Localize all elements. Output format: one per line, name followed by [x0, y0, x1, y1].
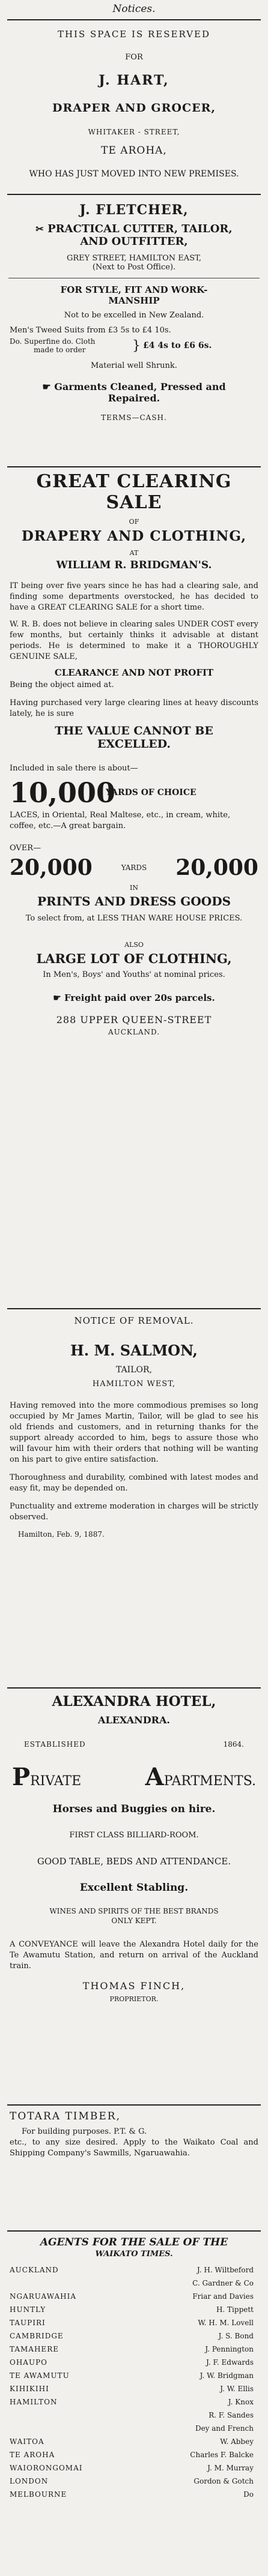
totara-advert: [0, 2110, 268, 2230]
bridgman-para-2: W. R. B. does not believe in clearing sales UNDER COST every few months, but certainly thinks it advisable at distant periods. He is determined to make it a THOROUGHLY GENUINE SALE,: [10, 620, 258, 661]
agent-name: J. Pennington: [205, 2345, 254, 2353]
alexandra-wines-1: WINES AND SPIRITS OF THE BEST BRANDS: [49, 1907, 219, 1915]
alexandra-private-text: RIVATE: [30, 1774, 82, 1789]
fletcher-name: J. FLETCHER,: [79, 202, 189, 218]
agent-town: HUNTLY: [10, 2305, 46, 2314]
fletcher-address-2: (Next to Post Office).: [92, 263, 176, 272]
bridgman-large: LARGE LOT OF CLOTHING,: [36, 951, 232, 966]
salmon-advert: [0, 1315, 268, 1687]
bridgman-yards-2: YARDS: [121, 863, 147, 872]
alexandra-apartments-text: PARTMENTS.: [163, 1774, 256, 1789]
fletcher-garments-1: [0, 381, 268, 392]
agent-row: [0, 2461, 268, 2475]
bridgman-address: 288 UPPER QUEEN-STREET: [56, 1014, 212, 1025]
agent-town: AUCKLAND: [10, 2266, 59, 2274]
bridgman-in: IN: [130, 884, 138, 892]
agent-town: TAMAHERE: [10, 2345, 59, 2353]
agent-row: [0, 2356, 268, 2369]
alexandra-est-label: ESTABLISHED: [24, 1740, 86, 1749]
salmon-town: HAMILTON WEST,: [92, 1380, 176, 1389]
agent-name: R. F. Sandes: [209, 2411, 254, 2419]
fletcher-trade-2: AND OUTFITTER,: [80, 235, 188, 248]
agent-name: J. Knox: [228, 2398, 254, 2406]
section-header: Notices.: [112, 3, 156, 15]
agent-row: [0, 2369, 268, 2382]
bridgman-title-3: DRAPERY AND CLOTHING,: [21, 528, 247, 544]
agent-name: J. M. Murray: [207, 2464, 254, 2472]
divider: [7, 1308, 261, 1309]
agent-name: J. S. Bond: [218, 2332, 254, 2340]
agent-row: [0, 2422, 268, 2435]
agent-town: HAMILTON: [10, 2398, 58, 2406]
alexandra-private: PRIVATE: [12, 1763, 82, 1791]
totara-title: TOTARA TIMBER,: [10, 2110, 121, 2122]
bridgman-title-1: GREAT CLEARING: [36, 471, 232, 492]
bridgman-yards-1: YARDS OF CHOICE: [106, 788, 196, 797]
bridgman-para-3: Having purchased very large clearing lines at heavy discounts lately, he is sure: [10, 698, 258, 718]
agent-row: [0, 2303, 268, 2316]
alexandra-conveyance: A CONVEYANCE will leave the Alexandra Hotel daily for the Te Awamutu Station, and return on arrival of the Auckland train.: [10, 1940, 258, 1971]
bridgman-freight: [0, 992, 268, 1003]
agent-name: W. H. M. Lovell: [198, 2319, 254, 2327]
salmon-date: Hamilton, Feb. 9, 1887.: [18, 1530, 105, 1539]
fletcher-suits-2c: £4 4s to £6 6s.: [143, 341, 212, 350]
agent-row: [0, 2316, 268, 2329]
divider: [7, 19, 261, 20]
bridgman-clearance: CLEARANCE AND NOT PROFIT: [54, 667, 214, 678]
alexandra-table: GOOD TABLE, BEDS AND ATTENDANCE.: [37, 1856, 231, 1867]
fletcher-garments-text: Garments Cleaned, Pressed and: [54, 381, 226, 392]
agent-row: [0, 2263, 268, 2277]
alexandra-wines-2: ONLY KEPT.: [111, 1917, 157, 1925]
fletcher-garments-2: Repaired.: [108, 392, 160, 404]
alexandra-prop: PROPRIETOR.: [109, 1995, 159, 2003]
alexandra-advert: [0, 1693, 268, 2104]
agent-town: TE AWAMUTU: [10, 2371, 70, 2380]
agent-name: J. F. Edwards: [206, 2358, 254, 2367]
agent-row: [0, 2448, 268, 2461]
pointing-hand-icon: ☛: [53, 992, 61, 1003]
alexandra-town: ALEXANDRA.: [98, 1714, 170, 1726]
scissors-icon: ✂: [35, 223, 44, 235]
totara-line-1: For building purposes. P.T. & G.: [22, 2127, 147, 2136]
agent-town: TAUPIRI: [10, 2319, 46, 2327]
hart-moved: WHO HAS JUST MOVED INTO NEW PREMISES.: [29, 169, 239, 179]
hart-reserved: THIS SPACE IS RESERVED: [57, 29, 211, 40]
bridgman-para-1: IT being over five years since he has had a clearing sale, and finding some departments overstocked, he has decided to have a GREAT CLEARING SALE for a short time.: [10, 581, 258, 612]
bridgman-object: Being the object aimed at.: [10, 680, 114, 689]
alexandra-stabling: Excellent Stabling.: [79, 1882, 189, 1894]
agent-name: W. Abbey: [220, 2437, 254, 2446]
agent-name: J. H. Wiltbeford: [196, 2266, 254, 2274]
divider: [7, 2104, 261, 2106]
agent-row: [0, 2409, 268, 2422]
bridgman-city: AUCKLAND.: [108, 1028, 160, 1036]
agent-row: [0, 2343, 268, 2356]
alexandra-horses: Horses and Buggies on hire.: [52, 1803, 216, 1815]
hart-for: FOR: [125, 53, 143, 62]
agent-row: [0, 2475, 268, 2488]
agent-row: [0, 2488, 268, 2501]
fletcher-style-1: FOR STYLE, FIT AND WORK-: [60, 284, 208, 295]
bridgman-over: OVER—: [10, 844, 41, 853]
salmon-para-3: Punctuality and extreme moderation in charges will be strictly observed.: [10, 1502, 258, 1522]
salmon-notice: NOTICE OF REMOVAL.: [74, 1315, 194, 1326]
agent-town: WAITOA: [10, 2437, 44, 2446]
agent-town: CAMBRIDGE: [10, 2332, 64, 2340]
agent-name: Friar and Davies: [192, 2292, 254, 2301]
agent-town: KIHIKIHI: [10, 2385, 49, 2393]
alexandra-proprietor: THOMAS FINCH,: [82, 1980, 186, 1992]
bridgman-prints: PRINTS AND DRESS GOODS: [37, 894, 231, 908]
bridgman-value-2: EXCELLED.: [97, 737, 171, 751]
agents-title-2: WAIKATO TIMES.: [95, 2250, 173, 2259]
agent-row: [0, 2277, 268, 2290]
fletcher-terms: TERMS—CASH.: [101, 413, 167, 422]
agent-row: [0, 2290, 268, 2303]
bridgman-advert: [0, 471, 268, 1308]
fletcher-style-2: MANSHIP: [108, 295, 160, 306]
bridgman-freight-text: Freight paid over 20s parcels.: [64, 992, 215, 1003]
agent-name: Charles F. Balcke: [190, 2451, 254, 2459]
agent-name: Do: [243, 2490, 254, 2499]
fletcher-suits-2a: Do. Superfine do. Cloth: [10, 337, 96, 346]
agent-name: C. Gardner & Co: [192, 2279, 254, 2287]
pointing-hand-icon: ☛: [42, 381, 51, 392]
fletcher-advert: [0, 202, 268, 466]
bridgman-name: WILLIAM R. BRIDGMAN'S.: [56, 559, 212, 571]
alexandra-name: ALEXANDRA HOTEL,: [52, 1693, 216, 1710]
bridgman-value-1: THE VALUE CANNOT BE: [55, 724, 213, 737]
fletcher-not-excelled: Not to be excelled in New Zealand.: [64, 311, 204, 320]
hart-street: WHITAKER - STREET,: [88, 128, 180, 136]
agent-row: [0, 2382, 268, 2395]
bridgman-mens: In Men's, Boys' and Youths' at nominal prices.: [43, 970, 225, 979]
divider: [7, 194, 261, 195]
hart-name: J. HART,: [99, 73, 169, 88]
bridgman-20000-b: 20,000: [175, 855, 258, 880]
agent-town: LONDON: [10, 2477, 49, 2485]
fletcher-suits-2b: made to order: [34, 346, 86, 354]
fletcher-suits-1: Men's Tweed Suits from £3 5s to £4 10s.: [10, 326, 171, 335]
bridgman-of: OF: [129, 518, 139, 526]
agent-name: H. Tippett: [216, 2305, 254, 2314]
agent-town: TE AROHA: [10, 2451, 55, 2459]
fletcher-trade-1: [0, 223, 268, 235]
brace-icon: }: [132, 338, 141, 353]
agent-town: WAIORONGOMAI: [10, 2464, 83, 2472]
agent-name: Dey and French: [195, 2424, 254, 2433]
salmon-name: H. M. SALMON,: [70, 1342, 198, 1359]
bridgman-laces: LACES, in Oriental, Real Maltese, etc., in cream, white, coffee, etc.—A great bargain.: [10, 811, 231, 830]
agent-row: [0, 2395, 268, 2409]
agent-town: OHAUPO: [10, 2358, 47, 2367]
bridgman-laces-row: [0, 776, 268, 809]
bridgman-title-2: SALE: [106, 492, 162, 513]
agent-row: [0, 2329, 268, 2343]
bridgman-10000: 10,000: [10, 776, 116, 809]
fletcher-suits-2: [0, 337, 268, 354]
salmon-trade: TAILOR,: [116, 1365, 152, 1375]
divider: [7, 466, 261, 467]
fletcher-shrunk: Material well Shrunk.: [91, 361, 177, 370]
divider: [7, 2230, 261, 2232]
salmon-para-1: Having removed into the more commodious premises so long occupied by Mr James Martin, Tailor, will be glad to see his old friends and customers, and in returning thanks for the support already accorded to him, begs to assure those who will favour him with their orders that nothing will be wanting on his part to give entire satisfaction.: [10, 1401, 258, 1464]
agent-name: Gordon & Gotch: [193, 2477, 254, 2485]
alexandra-apartments: APARTMENTS.: [145, 1763, 256, 1791]
agents-title-1: AGENTS FOR THE SALE OF THE: [40, 2236, 228, 2248]
agent-name: J. W. Ellis: [220, 2385, 254, 2393]
alexandra-year: 1864.: [223, 1740, 244, 1749]
fletcher-trade-text: PRACTICAL CUTTER, TAILOR,: [47, 223, 233, 235]
bridgman-20000-a: 20,000: [10, 855, 93, 880]
bridgman-also: ALSO: [124, 941, 144, 949]
agent-town: NGARUAWAHIA: [10, 2292, 76, 2301]
divider: [7, 1687, 261, 1689]
bridgman-at: AT: [129, 549, 139, 557]
alexandra-billiard: FIRST CLASS BILLIARD-ROOM.: [69, 1831, 199, 1840]
hart-town: TE AROHA,: [101, 145, 167, 157]
fletcher-address-1: GREY STREET, HAMILTON EAST,: [66, 254, 201, 263]
alexandra-private-row: [0, 1763, 268, 1791]
agents-list: [0, 2263, 268, 2501]
bridgman-included: Included in sale there is about—: [10, 764, 138, 773]
agent-name: J. W. Bridgman: [199, 2371, 254, 2380]
hart-advert: [0, 29, 268, 194]
bridgman-prints-row: [0, 855, 268, 880]
agents-advert: [0, 2236, 268, 2501]
salmon-para-2: Thoroughness and durability, combined with latest modes and easy fit, may be depended on.: [10, 1473, 258, 1493]
totara-line-2: etc., to any size desired. Apply to the Waikato Coal and Shipping Company's Sawmills, Ngaruawahia.: [10, 2138, 258, 2158]
hart-trade: DRAPER AND GROCER,: [52, 101, 216, 115]
bridgman-select: To select from, at LESS THAN WARE HOUSE PRICES.: [25, 914, 243, 923]
agent-town: MELBOURNE: [10, 2490, 67, 2499]
alexandra-established: [0, 1740, 268, 1749]
agent-row: [0, 2435, 268, 2448]
